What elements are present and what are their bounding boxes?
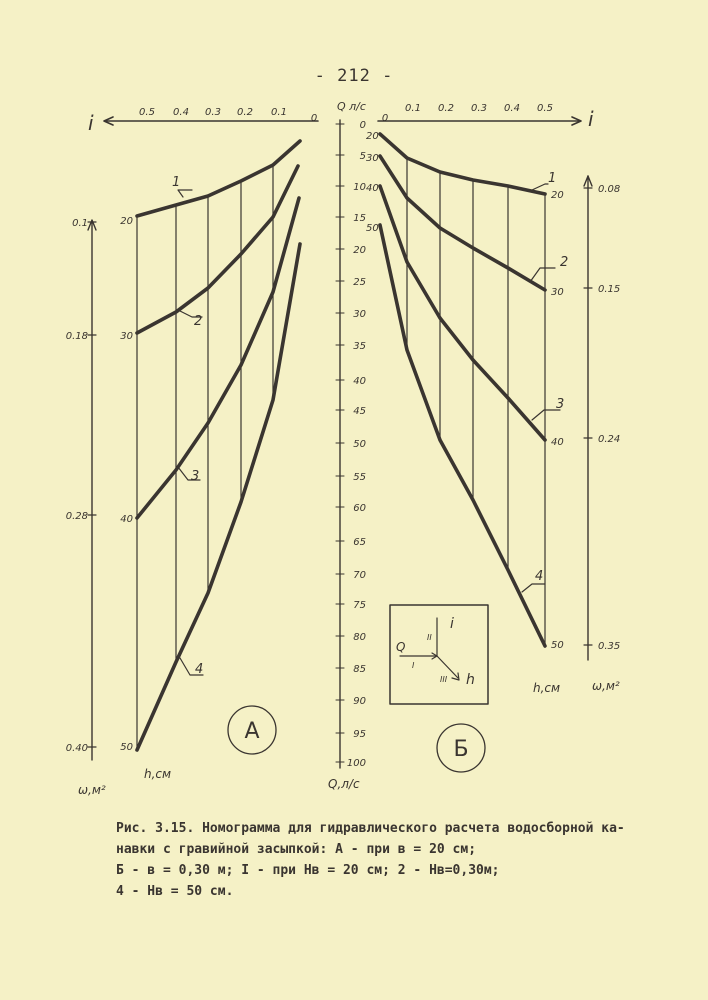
curve-label-a-2: 2 [194,314,203,329]
q-tick: 45 [353,406,366,417]
i-axis-a-label: i [88,111,94,135]
curve-b-1 [380,134,545,194]
h-axis-a-label: h,см [144,767,172,781]
page-number: - 212 - [314,66,394,86]
h-tick-a: 20 [120,216,133,227]
curve-b-3 [380,186,545,440]
q-tick: 30 [353,309,366,320]
h-tick-a: 50 [120,742,133,753]
i-tick-a: 0.5 [139,107,155,118]
omega-tick-a: 0.1 [72,218,88,229]
i-tick-a: 0 [310,113,318,124]
h-tick-b-left: 40 [366,183,379,194]
omega-tick-a: 0.40 [65,743,88,754]
curve-b-4 [380,225,545,646]
omega-tick-b: 0.08 [598,184,621,195]
omega-tick-b: 0.15 [598,284,621,295]
q-tick: 75 [353,600,366,611]
omega-tick-a: 0.18 [65,331,88,342]
h-tick-a: 30 [120,331,133,342]
i-tick-b: 0.1 [405,103,421,114]
grid-lines-a [137,165,273,750]
q-axis-label-bottom: Q,л/с [328,777,360,791]
q-tick: 80 [353,632,366,643]
key-diagram [390,605,488,704]
key-q-label: Q [396,640,406,654]
curve-label-a-4: 4 [195,662,204,677]
q-tick: 60 [353,503,366,514]
caption-line-1: Рис. 3.15. Номограмма для гидравлического расчета водосборной ка- [116,821,625,836]
caption-line-3: Б - в = 0,30 м; I - при Hв = 20 см; 2 - Hв=0,30м; [116,863,500,878]
curve-label-b-3: 3 [556,397,565,412]
curve-label-b-1: 1 [548,171,557,186]
figure-caption [116,818,686,902]
omega-tick-a: 0.28 [65,511,88,522]
omega-tick-b: 0.24 [598,434,621,445]
h-tick-b-left: 20 [366,131,379,142]
q-tick: 70 [353,570,366,581]
q-tick: 85 [353,664,366,675]
curve-label-b-2: 2 [560,255,569,270]
q-tick: 55 [353,472,366,483]
i-tick-b: 0.2 [438,103,454,114]
q-axis [336,120,344,768]
curve-label-a-3: 3 [191,469,200,484]
i-tick-b: 0.3 [471,103,487,114]
omega-axis-a-label: ω,м² [78,783,106,797]
i-axis-b-label: i [588,107,594,131]
key-h-label: h [466,672,475,688]
i-tick-b: 0.4 [504,103,520,114]
curve-label-a-1: 1 [172,175,181,190]
h-tick-b-left: 30 [366,153,379,164]
q-tick: 50 [353,439,366,450]
q-tick: 5 [359,151,366,162]
q-tick: 35 [353,341,366,352]
i-tick-a: 0.1 [271,107,287,118]
q-tick: 20 [353,245,366,256]
h-tick-b-right: 20 [551,190,564,201]
h-tick-b-left: 50 [366,223,379,234]
i-tick-a: 0.4 [173,107,189,118]
key-step-3: III [440,675,448,684]
q-tick: 95 [353,729,366,740]
omega-axis-b-label: ω,м² [592,679,620,693]
q-tick: 90 [353,696,366,707]
h-axis-b-label: h,см [533,681,561,695]
i-tick-a: 0.3 [205,107,221,118]
h-tick-a: 40 [120,514,133,525]
panel-a-label: А [244,719,260,744]
curve-a-1 [137,141,300,216]
key-i-label: i [450,616,454,632]
h-tick-b-right: 50 [551,640,564,651]
i-tick-b: 0 [381,113,389,124]
q-tick: 65 [353,537,366,548]
h-tick-b-right: 30 [551,287,564,298]
q-axis-label-top: Q л/с [337,100,366,113]
caption-line-4: 4 - Hв = 50 см. [116,884,234,899]
omega-tick-b: 0.35 [598,641,621,652]
panel-b-label: Б [453,737,469,762]
q-tick: 40 [353,376,366,387]
q-tick: 100 [346,758,366,769]
key-step-2: II [427,633,432,642]
i-tick-b: 0.5 [537,103,553,114]
q-tick: 10 [353,182,366,193]
q-tick: 15 [353,213,366,224]
curve-label-b-4: 4 [535,569,544,584]
h-tick-b-right: 40 [551,437,564,448]
q-tick: 0 [359,120,366,131]
key-step-1: I [412,661,415,670]
q-tick: 25 [353,277,366,288]
caption-line-2: навки с гравийной засыпкой: А - при в = 20 см; [116,842,477,857]
i-tick-a: 0.2 [237,107,253,118]
curve-a-3 [137,198,299,518]
